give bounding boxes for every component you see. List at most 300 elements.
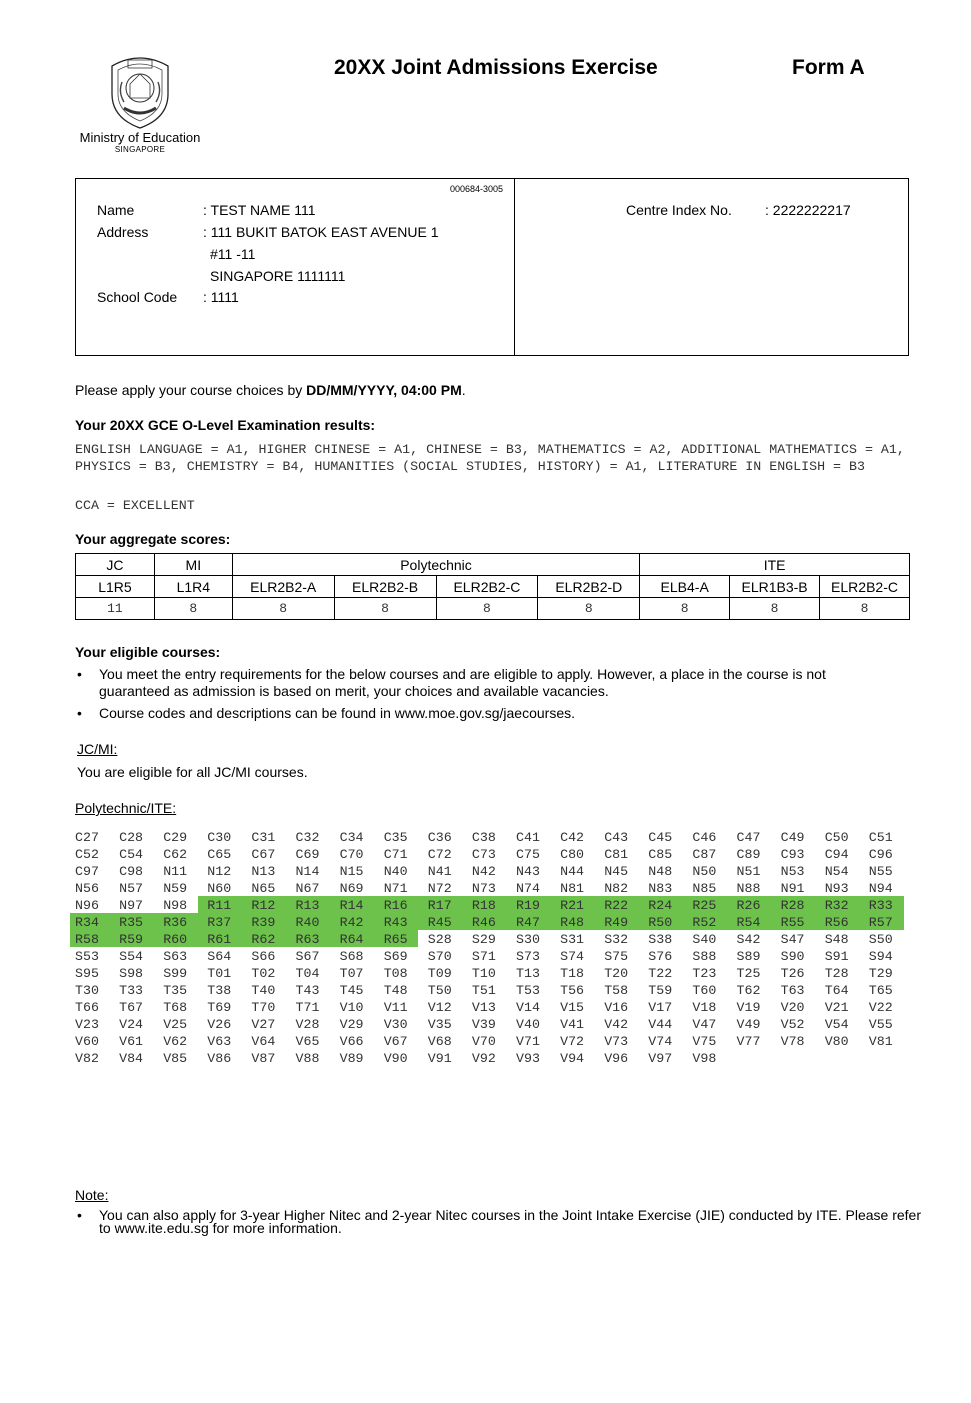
address-line-2: #11 -11 [210, 246, 256, 262]
course-code: T58 [604, 983, 629, 998]
course-code: S73 [516, 949, 540, 964]
name-row [97, 199, 316, 221]
form-label: Form A [792, 56, 865, 79]
course-code: V67 [383, 1034, 408, 1049]
course-code: T68 [163, 1000, 188, 1015]
course-code: R32 [824, 898, 849, 913]
course-code: C41 [516, 830, 540, 845]
course-code: R45 [427, 915, 452, 930]
aggregate-table [75, 553, 910, 620]
course-code: V29 [339, 1017, 364, 1032]
course-code: N40 [383, 864, 408, 879]
course-code: C27 [75, 830, 99, 845]
course-code: V64 [251, 1034, 276, 1049]
course-code: V70 [471, 1034, 496, 1049]
info-divider [514, 179, 515, 355]
poly-ite-heading: Polytechnic/ITE: [75, 800, 177, 816]
course-code: V40 [516, 1017, 540, 1032]
course-code: R34 [75, 915, 99, 930]
course-code: T60 [692, 983, 717, 998]
course-code: N53 [780, 864, 805, 879]
course-code: T67 [119, 1000, 144, 1015]
course-code: V28 [295, 1017, 320, 1032]
course-code: S54 [119, 949, 144, 964]
course-code: V13 [471, 1000, 496, 1015]
course-code: T28 [824, 966, 849, 981]
aggregate-heading: Your aggregate scores: [75, 531, 231, 547]
course-code: C73 [471, 847, 496, 862]
course-code: C89 [736, 847, 761, 862]
course-code: T02 [251, 966, 276, 981]
column-header: L1R4 [154, 576, 232, 598]
course-code: C50 [824, 830, 849, 845]
course-code: C29 [163, 830, 188, 845]
course-code: V60 [75, 1034, 99, 1049]
course-code: V84 [119, 1051, 144, 1066]
course-code: N50 [692, 864, 717, 879]
column-header: ELR2B2-C [436, 576, 538, 598]
course-code: V81 [868, 1034, 893, 1049]
score-value: 8 [640, 598, 730, 620]
course-code: C94 [824, 847, 849, 862]
course-code: C85 [648, 847, 673, 862]
course-code: V22 [868, 1000, 893, 1015]
course-code: V61 [119, 1034, 144, 1049]
course-code: T48 [383, 983, 408, 998]
course-code: V52 [780, 1017, 805, 1032]
course-code: N88 [736, 881, 761, 896]
course-code: R39 [251, 915, 276, 930]
course-code: V93 [516, 1051, 540, 1066]
course-code: R26 [736, 898, 761, 913]
course-code: C30 [207, 830, 232, 845]
course-code: V21 [824, 1000, 849, 1015]
course-code: T20 [604, 966, 629, 981]
course-code: C97 [75, 864, 99, 879]
course-code: C32 [295, 830, 320, 845]
course-code: C72 [427, 847, 452, 862]
column-header: ELR2B2-C [820, 576, 910, 598]
course-code: R54 [736, 915, 761, 930]
course-code: N54 [824, 864, 849, 879]
course-code: T04 [295, 966, 320, 981]
score-value: 8 [538, 598, 640, 620]
course-code: T53 [516, 983, 540, 998]
course-code: R24 [648, 898, 673, 913]
course-code: C42 [560, 830, 585, 845]
course-code: R16 [383, 898, 408, 913]
course-code: T50 [427, 983, 452, 998]
column-header: ELB4-A [640, 576, 730, 598]
course-code: C36 [427, 830, 452, 845]
reference-code: 000684-3005 [450, 184, 504, 194]
course-code: C75 [516, 847, 540, 862]
course-code: V80 [824, 1034, 849, 1049]
course-code: T59 [648, 983, 673, 998]
course-code: T18 [560, 966, 585, 981]
course-code: R57 [868, 915, 893, 930]
course-code: V74 [648, 1034, 673, 1049]
centre-index-row [626, 199, 851, 221]
course-code: S94 [868, 949, 893, 964]
course-code: N55 [868, 864, 893, 879]
course-code: C54 [119, 847, 144, 862]
course-code: N96 [75, 898, 99, 913]
course-code: S90 [780, 949, 805, 964]
course-code: V90 [383, 1051, 408, 1066]
course-code: R47 [516, 915, 540, 930]
course-code: T69 [207, 1000, 232, 1015]
course-code: N41 [427, 864, 452, 879]
course-code: S88 [692, 949, 717, 964]
course-code: V11 [383, 1000, 408, 1015]
eligible-heading: Your eligible courses: [75, 644, 221, 660]
course-code: V78 [780, 1034, 805, 1049]
course-code: V30 [383, 1017, 408, 1032]
course-code: V77 [736, 1034, 761, 1049]
course-code: T13 [516, 966, 540, 981]
course-code: N13 [251, 864, 276, 879]
course-code: R63 [295, 932, 320, 947]
course-code: N94 [868, 881, 893, 896]
jc-mi-heading: JC/MI: [77, 741, 118, 757]
course-code: T33 [119, 983, 144, 998]
course-code: V87 [251, 1051, 276, 1066]
address-line-1: : 111 BUKIT BATOK EAST AVENUE 1 [203, 224, 439, 240]
course-code: C81 [604, 847, 629, 862]
centre-index-label: Centre Index No. [626, 202, 732, 218]
course-code: T71 [295, 1000, 320, 1015]
course-code: T43 [295, 983, 320, 998]
course-code: S32 [604, 932, 629, 947]
course-code: S53 [75, 949, 99, 964]
course-code: N91 [780, 881, 805, 896]
course-code: S70 [427, 949, 452, 964]
course-code: V62 [163, 1034, 188, 1049]
course-code: N69 [339, 881, 364, 896]
address-row [97, 221, 439, 243]
course-code: T30 [75, 983, 99, 998]
course-code: V96 [604, 1051, 629, 1066]
apply-deadline [75, 382, 466, 398]
course-code: N71 [383, 881, 408, 896]
ministry-label: Ministry of Education [79, 130, 201, 145]
course-code: N74 [516, 881, 540, 896]
group-ite: ITE [640, 554, 910, 576]
ministry-sub-label: SINGAPORE [114, 145, 166, 154]
name-label: Name [97, 202, 135, 218]
course-code: S29 [471, 932, 496, 947]
course-code: N42 [471, 864, 496, 879]
course-code: R28 [780, 898, 805, 913]
course-code: V12 [427, 1000, 452, 1015]
note-bullet: • You can also apply for 3-year Higher Nitec and 2-year Nitec courses in the Joint Intake Exercise (JIE) conducted by ITE. Please refer to www.ite.edu.sg for more information. [75, 1209, 935, 1235]
course-code: N60 [207, 881, 232, 896]
course-code: R33 [868, 898, 893, 913]
course-code: N45 [604, 864, 629, 879]
course-code: T08 [383, 966, 408, 981]
course-code: T66 [75, 1000, 99, 1015]
course-code: S42 [736, 932, 761, 947]
course-code: T10 [471, 966, 496, 981]
course-code: S38 [648, 932, 673, 947]
course-code: V18 [692, 1000, 717, 1015]
course-code: C31 [251, 830, 276, 845]
course-code: T38 [207, 983, 232, 998]
course-code: V65 [295, 1034, 320, 1049]
course-code: V20 [780, 1000, 805, 1015]
school-code-label: School Code [97, 289, 178, 305]
column-header: ELR2B2-A [232, 576, 334, 598]
course-code: T09 [427, 966, 452, 981]
course-code: R18 [471, 898, 496, 913]
course-code: R17 [427, 898, 452, 913]
course-code: R59 [119, 932, 144, 947]
course-code: C67 [251, 847, 276, 862]
course-code: V68 [427, 1034, 452, 1049]
course-code: R60 [163, 932, 188, 947]
course-code: V85 [163, 1051, 188, 1066]
course-code: C28 [119, 830, 144, 845]
course-code: C93 [780, 847, 805, 862]
course-code: V75 [692, 1034, 717, 1049]
score-value: 8 [334, 598, 436, 620]
score-value: 8 [154, 598, 232, 620]
course-code: V42 [604, 1017, 629, 1032]
course-code: R11 [207, 898, 232, 913]
course-code: R25 [692, 898, 717, 913]
course-code: N56 [75, 881, 99, 896]
course-code: S98 [119, 966, 144, 981]
course-code: V25 [163, 1017, 188, 1032]
course-code: N93 [824, 881, 849, 896]
course-code: V10 [339, 1000, 364, 1015]
course-code: V17 [648, 1000, 673, 1015]
course-code: N11 [163, 864, 188, 879]
course-code: R61 [207, 932, 232, 947]
eligible-bullet: • You meet the entry requirements for the below courses and are eligible to apply. However, a place in the course is not guaranteed as admission is based on merit, your choices and available vacancies. [75, 666, 895, 700]
course-code: R62 [251, 932, 276, 947]
course-code: V66 [339, 1034, 364, 1049]
group-mi: MI [154, 554, 232, 576]
course-code: N82 [604, 881, 629, 896]
course-code: V91 [427, 1051, 452, 1066]
name-value: : TEST NAME 111 [203, 202, 316, 218]
course-code: T01 [207, 966, 232, 981]
address-line-3: SINGAPORE 1111111 [210, 268, 346, 284]
course-code: V39 [471, 1017, 496, 1032]
course-code: T35 [163, 983, 188, 998]
course-code: N73 [471, 881, 496, 896]
note-heading: Note: [75, 1187, 109, 1203]
course-code: V24 [119, 1017, 144, 1032]
apply-deadline-date: DD/MM/YYYY, 04:00 PM [306, 382, 462, 398]
course-code: S95 [75, 966, 99, 981]
course-code: R55 [780, 915, 805, 930]
score-value: 8 [232, 598, 334, 620]
course-code: C49 [780, 830, 805, 845]
course-code: R14 [339, 898, 364, 913]
course-code: S50 [868, 932, 893, 947]
course-code: V89 [339, 1051, 364, 1066]
course-code: N98 [163, 898, 188, 913]
course-code: R58 [75, 932, 99, 947]
course-code: V92 [471, 1051, 496, 1066]
course-code: V16 [604, 1000, 629, 1015]
course-code: C80 [560, 847, 585, 862]
course-code: S67 [295, 949, 320, 964]
course-code: T56 [560, 983, 585, 998]
course-code: R12 [251, 898, 276, 913]
course-code: N15 [339, 864, 364, 879]
course-code: S64 [207, 949, 232, 964]
column-header: ELR2B2-D [538, 576, 640, 598]
group-jc: JC [76, 554, 155, 576]
course-code: R40 [295, 915, 320, 930]
course-code: N12 [207, 864, 232, 879]
course-code: V54 [824, 1017, 849, 1032]
course-code: R49 [604, 915, 629, 930]
course-code: V71 [516, 1034, 540, 1049]
aggregate-group-row [76, 554, 910, 576]
course-code: N44 [560, 864, 585, 879]
course-code: T70 [251, 1000, 276, 1015]
course-code: T45 [339, 983, 364, 998]
course-code: R35 [119, 915, 144, 930]
course-code: V86 [207, 1051, 232, 1066]
group-polytechnic: Polytechnic [232, 554, 640, 576]
course-code: V88 [295, 1051, 320, 1066]
course-code: N72 [427, 881, 452, 896]
course-code: V19 [736, 1000, 761, 1015]
course-code: N67 [295, 881, 320, 896]
course-code: S31 [560, 932, 585, 947]
course-code: C34 [339, 830, 364, 845]
course-code: T62 [736, 983, 761, 998]
school-code-row [97, 286, 239, 308]
course-code: R43 [383, 915, 408, 930]
course-code: T40 [251, 983, 276, 998]
course-code: R37 [207, 915, 232, 930]
course-code: C47 [736, 830, 761, 845]
course-code: V98 [692, 1051, 717, 1066]
course-code: C38 [471, 830, 496, 845]
course-code: R21 [560, 898, 585, 913]
course-code: T63 [780, 983, 805, 998]
course-code: T23 [692, 966, 717, 981]
course-code: T65 [868, 983, 893, 998]
course-code: C70 [339, 847, 364, 862]
results-heading: Your 20XX GCE O-Level Examination results: [75, 417, 376, 433]
course-code: C46 [692, 830, 717, 845]
course-code: T07 [339, 966, 364, 981]
course-code: R36 [163, 915, 188, 930]
eligible-bullets [75, 666, 895, 727]
course-code: V47 [692, 1017, 717, 1032]
course-code: N97 [119, 898, 144, 913]
course-code: T64 [824, 983, 849, 998]
course-code: S76 [648, 949, 673, 964]
course-code: V35 [427, 1017, 452, 1032]
course-code: V97 [648, 1051, 673, 1066]
course-code: V63 [207, 1034, 232, 1049]
course-code: C35 [383, 830, 408, 845]
column-header: L1R5 [76, 576, 155, 598]
course-code: V27 [251, 1017, 276, 1032]
address-label: Address [97, 224, 149, 240]
course-code: R46 [471, 915, 496, 930]
course-code: N83 [648, 881, 673, 896]
course-code: C87 [692, 847, 717, 862]
course-code: V73 [604, 1034, 629, 1049]
course-code: V49 [736, 1017, 761, 1032]
course-code: R50 [648, 915, 673, 930]
course-code: V26 [207, 1017, 232, 1032]
course-code: C52 [75, 847, 99, 862]
course-code: T29 [868, 966, 893, 981]
course-code: N48 [648, 864, 673, 879]
course-code: N43 [516, 864, 540, 879]
course-code: T22 [648, 966, 673, 981]
course-code: C96 [868, 847, 893, 862]
course-code: V72 [560, 1034, 585, 1049]
course-code: R64 [339, 932, 364, 947]
centre-index-value: : 2222222217 [765, 202, 851, 218]
course-code: R19 [516, 898, 540, 913]
course-code: V14 [516, 1000, 540, 1015]
score-value: 8 [820, 598, 910, 620]
note-bullets [75, 1209, 935, 1240]
course-code: R22 [604, 898, 629, 913]
course-code: V23 [75, 1017, 99, 1032]
course-code: S47 [780, 932, 805, 947]
score-value: 11 [76, 598, 155, 620]
course-code: S75 [604, 949, 629, 964]
course-code: S99 [163, 966, 188, 981]
course-code: S48 [824, 932, 849, 947]
course-code: R52 [692, 915, 717, 930]
course-code: S89 [736, 949, 761, 964]
course-code: N85 [692, 881, 717, 896]
course-code: N59 [163, 881, 188, 896]
course-code: S69 [383, 949, 408, 964]
course-code: S63 [163, 949, 188, 964]
score-value: 8 [436, 598, 538, 620]
score-value: 8 [730, 598, 820, 620]
course-code: C98 [119, 864, 144, 879]
aggregate-value-row [76, 598, 910, 620]
course-code: T26 [780, 966, 805, 981]
course-code: V82 [75, 1051, 99, 1066]
page-title: 20XX Joint Admissions Exercise [334, 56, 658, 79]
course-code: S28 [427, 932, 452, 947]
course-code: N51 [736, 864, 761, 879]
course-code: S74 [560, 949, 585, 964]
course-code: T25 [736, 966, 761, 981]
course-code: S91 [824, 949, 849, 964]
eligible-bullet: • Course codes and descriptions can be found in www.moe.gov.sg/jaecourses. [75, 705, 895, 722]
course-code: C51 [868, 830, 893, 845]
course-code: C71 [383, 847, 408, 862]
course-code: V55 [868, 1017, 893, 1032]
ministry-name [62, 131, 218, 155]
moe-crest-logo [106, 52, 174, 130]
candidate-info-box [75, 178, 909, 356]
course-code: V94 [560, 1051, 585, 1066]
course-code: S40 [692, 932, 717, 947]
course-code: V15 [560, 1000, 585, 1015]
column-header: ELR2B2-B [334, 576, 436, 598]
